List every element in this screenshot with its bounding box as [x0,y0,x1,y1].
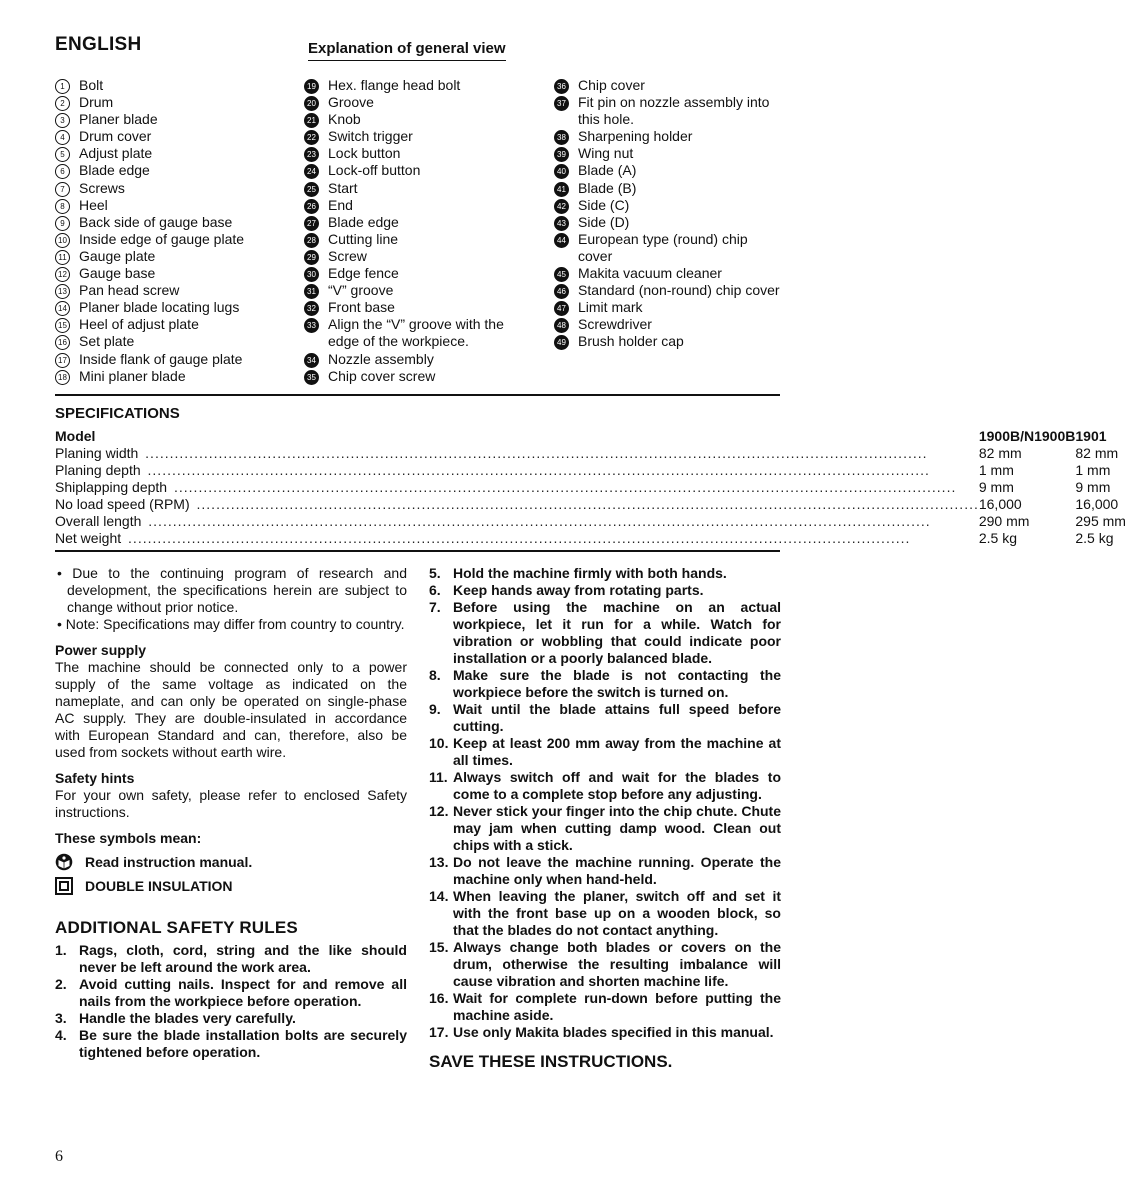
legend-item [55,333,280,350]
legend-item [55,128,280,145]
spec-value-a: 2.5 kg [978,530,1017,546]
legend-item [304,162,534,179]
safety-rule-text: When leaving the planer, switch off and set it with the front base up on a wooden block, so that the blades do not contact anything. [453,888,781,938]
legend-item [55,180,280,197]
safety-rule-number: 6. [429,582,441,598]
legend-label: Front base [328,299,395,316]
legend-number: 34 [304,353,319,368]
legend-column-2 [304,77,534,385]
legend-number: 28 [304,233,319,248]
safety-rule-text: Wait until the blade attains full speed before cutting. [453,701,781,734]
legend-label: Lock-off button [328,162,421,179]
legend-number: 23 [304,147,319,162]
legend-item [55,299,280,316]
legend-item [304,351,534,368]
spec-label-cell [55,444,979,461]
legend-item [554,299,784,316]
spec-value-b: 2.5 kg [1075,530,1114,546]
legend-item [304,368,534,385]
safety-rule-text: Be sure the blade installation bolts are securely tightened before operation. [79,1027,407,1060]
legend-number: 35 [304,370,319,385]
legend-item [554,333,784,350]
safety-rule [55,1027,407,1061]
legend-label: Screws [79,179,125,196]
spec-value-a: 16,000 [978,496,1022,512]
safety-rule [429,769,781,803]
safety-rule [429,667,781,701]
legend-label: Blade edge [79,162,150,179]
legend-item [304,77,534,94]
legend-label: Knob [328,111,361,128]
legend-number: 37 [554,96,569,111]
safety-rule-text: Make sure the blade is not contacting the workpiece before the switch is turned on. [453,667,781,700]
legend-label: Fit pin on nozzle assembly into this hole. [578,94,770,128]
legend-number: 19 [304,79,319,94]
safety-rule-number: 5. [429,565,441,581]
left-text-column [55,565,407,1061]
legend-label: Sharpening holder [578,128,693,145]
spec-label: No load speed (RPM) [55,496,190,512]
legend-label: Standard (non-round) chip cover [578,282,780,299]
legend-label: Planer blade [79,111,158,128]
legend-label: Heel [79,196,108,213]
legend-item [554,265,784,282]
safety-rule-text: Hold the machine firmly with both hands. [453,565,727,581]
legend-number: 38 [554,130,569,145]
legend-item [55,197,280,214]
legend-item [55,248,280,265]
legend-item [304,282,534,299]
safety-rule [55,1010,407,1027]
spec-row [55,512,1126,529]
legend-column-1 [55,77,280,385]
legend-number: 39 [554,147,569,162]
safety-rule-number: 2. [55,976,67,992]
legend-item [55,94,280,111]
legend-item [554,282,784,299]
safety-rule-text: Do not leave the machine running. Operate the machine only when hand-held. [453,854,781,887]
safety-rule-text: Keep hands away from rotating parts. [453,582,704,598]
legend-label: Inside edge of gauge plate [79,230,245,247]
legend-item [304,316,534,350]
safety-rule-text: Before using the machine on an actual workpiece, let it run for a while. Watch for vibration or wobbling that could indicate poor installation or a poorly balanced blade. [453,599,781,666]
legend-label: Side (C) [578,196,630,213]
legend-number: 3 [55,113,70,128]
legend-number: 43 [554,216,569,231]
legend-number: 20 [304,96,319,111]
legend-number: 6 [55,164,70,179]
safety-rule-text: Wait for complete run-down before putting the machine aside. [453,990,781,1023]
safety-rule-number: 1. [55,942,67,958]
legend-item [55,162,280,179]
specifications-table [55,427,1126,546]
legend-number: 24 [304,164,319,179]
safety-rule-number: 12. [429,803,449,819]
legend-item [304,299,534,316]
legend-column-3 [554,77,784,351]
legend-number: 7 [55,182,70,197]
safety-rule-text: Rags, cloth, cord, string and the like should never be left around the work area. [79,942,407,975]
legend-number: 9 [55,216,70,231]
legend-number: 42 [554,199,569,214]
safety-rule [429,565,781,582]
spec-leader-dots: ................................................................................................................................................................ [123,530,911,546]
language-heading: ENGLISH [55,34,142,55]
legend-label: Back side of gauge base [79,213,233,230]
safety-rule-number: 7. [429,599,441,615]
legend-label: Hex. flange head bolt [328,77,461,93]
safety-rule-text: Never stick your finger into the chip chute. Chute may jam when cutting damp wood. Clean out chips with a stick. [453,803,781,853]
legend-label: European type (round) chip cover [578,230,748,264]
additional-safety-heading: ADDITIONAL SAFETY RULES [55,918,298,937]
divider-top [55,394,780,396]
safety-rule-text: Keep at least 200 mm away from the machine at all times. [453,735,781,768]
safety-rule-number: 8. [429,667,441,683]
legend-item [304,145,534,162]
legend-item [304,128,534,145]
legend-number: 25 [304,182,319,197]
legend-label: End [328,196,353,213]
legend-number: 17 [55,353,70,368]
read-manual-icon [55,853,73,871]
safety-rule [429,803,781,854]
spec-row [55,495,1126,512]
symbol-double-insulation-text: DOUBLE INSULATION [85,877,233,894]
spec-label: Net weight [55,530,122,546]
spec-value-b: 82 mm [1075,445,1119,461]
safety-rule [429,939,781,990]
legend-item [304,180,534,197]
safety-rule-number: 4. [55,1027,67,1043]
legend-label: Drum [79,94,114,111]
legend-item [554,197,784,214]
spec-label: Planing width [55,445,139,461]
spec-row [55,461,1126,478]
spec-model-a: 1900B/N1900B [978,428,1076,444]
legend-label: Inside flank of gauge plate [79,350,243,367]
safety-rules-right [429,565,781,1041]
legend-label: Chip cover screw [328,367,436,384]
legend-item [304,248,534,265]
legend-item [304,231,534,248]
spec-row [55,478,1126,495]
note-bullet-2: • Note: Specifications may differ from country to country. [57,616,405,632]
legend-number: 47 [554,301,569,316]
legend-number: 45 [554,267,569,282]
legend-number: 1 [55,79,70,94]
legend-number: 16 [55,335,70,350]
symbol-double-insulation [55,877,407,895]
legend-label: Screwdriver [578,316,652,333]
legend-label: Blade (A) [578,162,637,179]
specifications-heading: SPECIFICATIONS [55,405,180,422]
legend-item [304,197,534,214]
spec-leader-dots: ................................................................................................................................................................ [143,513,931,529]
safety-rule-number: 17. [429,1024,449,1040]
safety-rule-number: 15. [429,939,449,955]
safety-rule [429,735,781,769]
legend-item [304,111,534,128]
spec-model-label: Model [55,428,96,444]
legend-label: Screw [328,247,367,264]
legend-number: 22 [304,130,319,145]
legend-item [55,316,280,333]
legend-label: Gauge base [79,265,156,282]
safety-rule-number: 16. [429,990,449,1006]
safety-rule-number: 11. [429,769,448,785]
safety-rule-number: 3. [55,1010,67,1026]
legend-item [554,145,784,162]
legend-number: 14 [55,301,70,316]
spec-label-cell [55,512,979,529]
legend-label: Drum cover [79,128,152,145]
spec-label-cell [55,529,979,546]
safety-rule-text: Always switch off and wait for the blades to come to a complete stop before any adjusting. [453,769,781,802]
legend-number: 48 [554,318,569,333]
save-instructions: SAVE THESE INSTRUCTIONS. [429,1052,673,1071]
symbol-read-manual-text: Read instruction manual. [85,853,253,870]
legend-item [304,214,534,231]
legend-label: “V” groove [328,282,394,299]
legend-label: Lock button [328,145,401,162]
safety-rule-number: 13. [429,854,449,870]
legend-number: 10 [55,233,70,248]
legend-item [55,145,280,162]
right-text-column [429,565,781,1070]
safety-rule [55,976,407,1010]
spec-label-cell [55,495,979,512]
legend-number: 40 [554,164,569,179]
spec-value-a: 9 mm [978,479,1014,495]
legend-label: Brush holder cap [578,333,684,350]
legend-number: 49 [554,335,569,350]
legend-label: Cutting line [328,230,399,247]
legend-label: Adjust plate [79,145,153,162]
safety-rule-text: Avoid cutting nails. Inspect for and remove all nails from the workpiece before operation. [79,976,407,1009]
spec-value-a: 1 mm [978,462,1014,478]
double-insulation-icon [55,877,73,895]
legend-item [554,162,784,179]
spec-leader-dots: ................................................................................................................................................................ [140,445,928,461]
legend-number: 29 [304,250,319,265]
spec-value-a: 82 mm [978,445,1022,461]
legend-label: Blade edge [328,213,399,230]
legend-number: 12 [55,267,70,282]
spec-value-a: 290 mm [978,513,1030,529]
spec-leader-dots: ................................................................................................................................................................ [191,496,979,512]
legend-label: Groove [328,94,374,111]
legend-label: Planer blade locating lugs [79,299,240,316]
legend-number: 2 [55,96,70,111]
legend-number: 27 [304,216,319,231]
legend-item [55,368,280,385]
legend-label: Pan head screw [79,282,180,299]
legend-label: Wing nut [578,145,634,162]
spec-value-b: 16,000 [1075,496,1119,512]
legend-item [554,316,784,333]
safety-rule-number: 14. [429,888,449,904]
legend-label: Edge fence [328,265,399,282]
safety-rule-text: Use only Makita blades specified in this manual. [453,1024,774,1040]
legend-label: Set plate [79,333,135,350]
safety-rules-left [55,942,407,1061]
legend-item [55,351,280,368]
safety-rule [55,942,407,976]
page-number: 6 [55,1148,63,1165]
legend-label: Side (D) [578,213,630,230]
safety-rule-number: 9. [429,701,441,717]
legend-number: 8 [55,199,70,214]
spec-value-b: 9 mm [1075,479,1111,495]
legend-number: 33 [304,318,319,333]
power-supply-text: The machine should be connected only to a power supply of the same voltage as indicated on the nameplate, and can only be operated on single-phase AC supply. They are double-insulated in accordance with European Standard and can, therefore, also be used from sockets without earth wire. [55,659,407,760]
spec-row [55,444,1126,461]
safety-hints-text: For your own safety, please refer to enclosed Safety instructions. [55,787,407,820]
legend-item [554,180,784,197]
note-bullet-2-text: Note: Specifications may differ from country to country. [65,616,405,632]
legend-number: 44 [554,233,569,248]
spec-label: Overall length [55,513,142,529]
legend-item [554,94,784,128]
legend-item [304,265,534,282]
legend-label: Chip cover [578,77,645,93]
legend-label: Limit mark [578,299,643,316]
legend-item [554,128,784,145]
safety-rule [429,990,781,1024]
legend-label: Gauge plate [79,247,156,264]
legend-item [554,214,784,231]
legend-number: 15 [55,318,70,333]
safety-hints-heading: Safety hints [55,770,135,786]
legend-item [55,214,280,231]
legend-number: 41 [554,182,569,197]
safety-rule-text: Always change both blades or covers on the drum, otherwise the resulting imbalance will cause vibration and shorten machine life. [453,939,781,989]
spec-label: Shiplapping depth [55,479,168,495]
legend-item [55,231,280,248]
legend-item [304,94,534,111]
legend-number: 26 [304,199,319,214]
safety-rule [429,854,781,888]
spec-value-b: 295 mm [1075,513,1126,529]
legend-label: Mini planer blade [79,367,186,384]
spec-value-b: 1 mm [1075,462,1111,478]
power-supply-heading: Power supply [55,642,147,658]
legend-label: Bolt [79,77,104,93]
spec-header-row [55,427,1126,444]
safety-rule [429,888,781,939]
legend-number: 31 [304,284,319,299]
legend-number: 46 [554,284,569,299]
legend-item [55,265,280,282]
legend-item [554,231,784,265]
legend-label: Switch trigger [328,128,413,145]
legend-label: Nozzle assembly [328,350,434,367]
legend-number: 11 [55,250,70,265]
divider-specs [55,550,780,552]
legend-label: Align the “V” groove with the edge of the workpiece. [328,316,504,350]
spec-row [55,529,1126,546]
spec-leader-dots: ................................................................................................................................................................ [169,479,957,495]
safety-rule [429,599,781,667]
spec-model-b: 1901 [1075,428,1107,444]
safety-rule [429,1024,781,1041]
legend-item [554,77,784,94]
legend-number: 18 [55,370,70,385]
legend-number: 32 [304,301,319,316]
legend-label: Blade (B) [578,179,637,196]
legend-number: 5 [55,147,70,162]
safety-rule [429,582,781,599]
spec-label: Planing depth [55,462,141,478]
legend-item [55,282,280,299]
note-bullet-1-text: Due to the continuing program of research and development, the specifications herein are subject to change without prior notice. [67,565,408,615]
legend-number: 21 [304,113,319,128]
legend-number: 36 [554,79,569,94]
symbols-heading: These symbols mean: [55,830,202,846]
legend-item [55,77,280,94]
safety-rule-text: Handle the blades very carefully. [79,1010,296,1026]
note-bullet-1: • Due to the continuing program of research and development, the specifications herein are subject to change without prior notice. [57,565,408,615]
spec-label-cell [55,461,979,478]
legend-item [55,111,280,128]
safety-rule-number: 10. [429,735,449,751]
legend-number: 13 [55,284,70,299]
symbol-read-manual [55,853,407,871]
legend-number: 30 [304,267,319,282]
legend-label: Start [328,179,358,196]
legend-number: 4 [55,130,70,145]
spec-leader-dots: ................................................................................................................................................................ [142,462,930,478]
legend-label: Makita vacuum cleaner [578,265,722,282]
general-view-heading: Explanation of general view [308,40,506,61]
legend-label: Heel of adjust plate [79,316,199,333]
safety-rule [429,701,781,735]
spec-label-cell [55,478,979,495]
